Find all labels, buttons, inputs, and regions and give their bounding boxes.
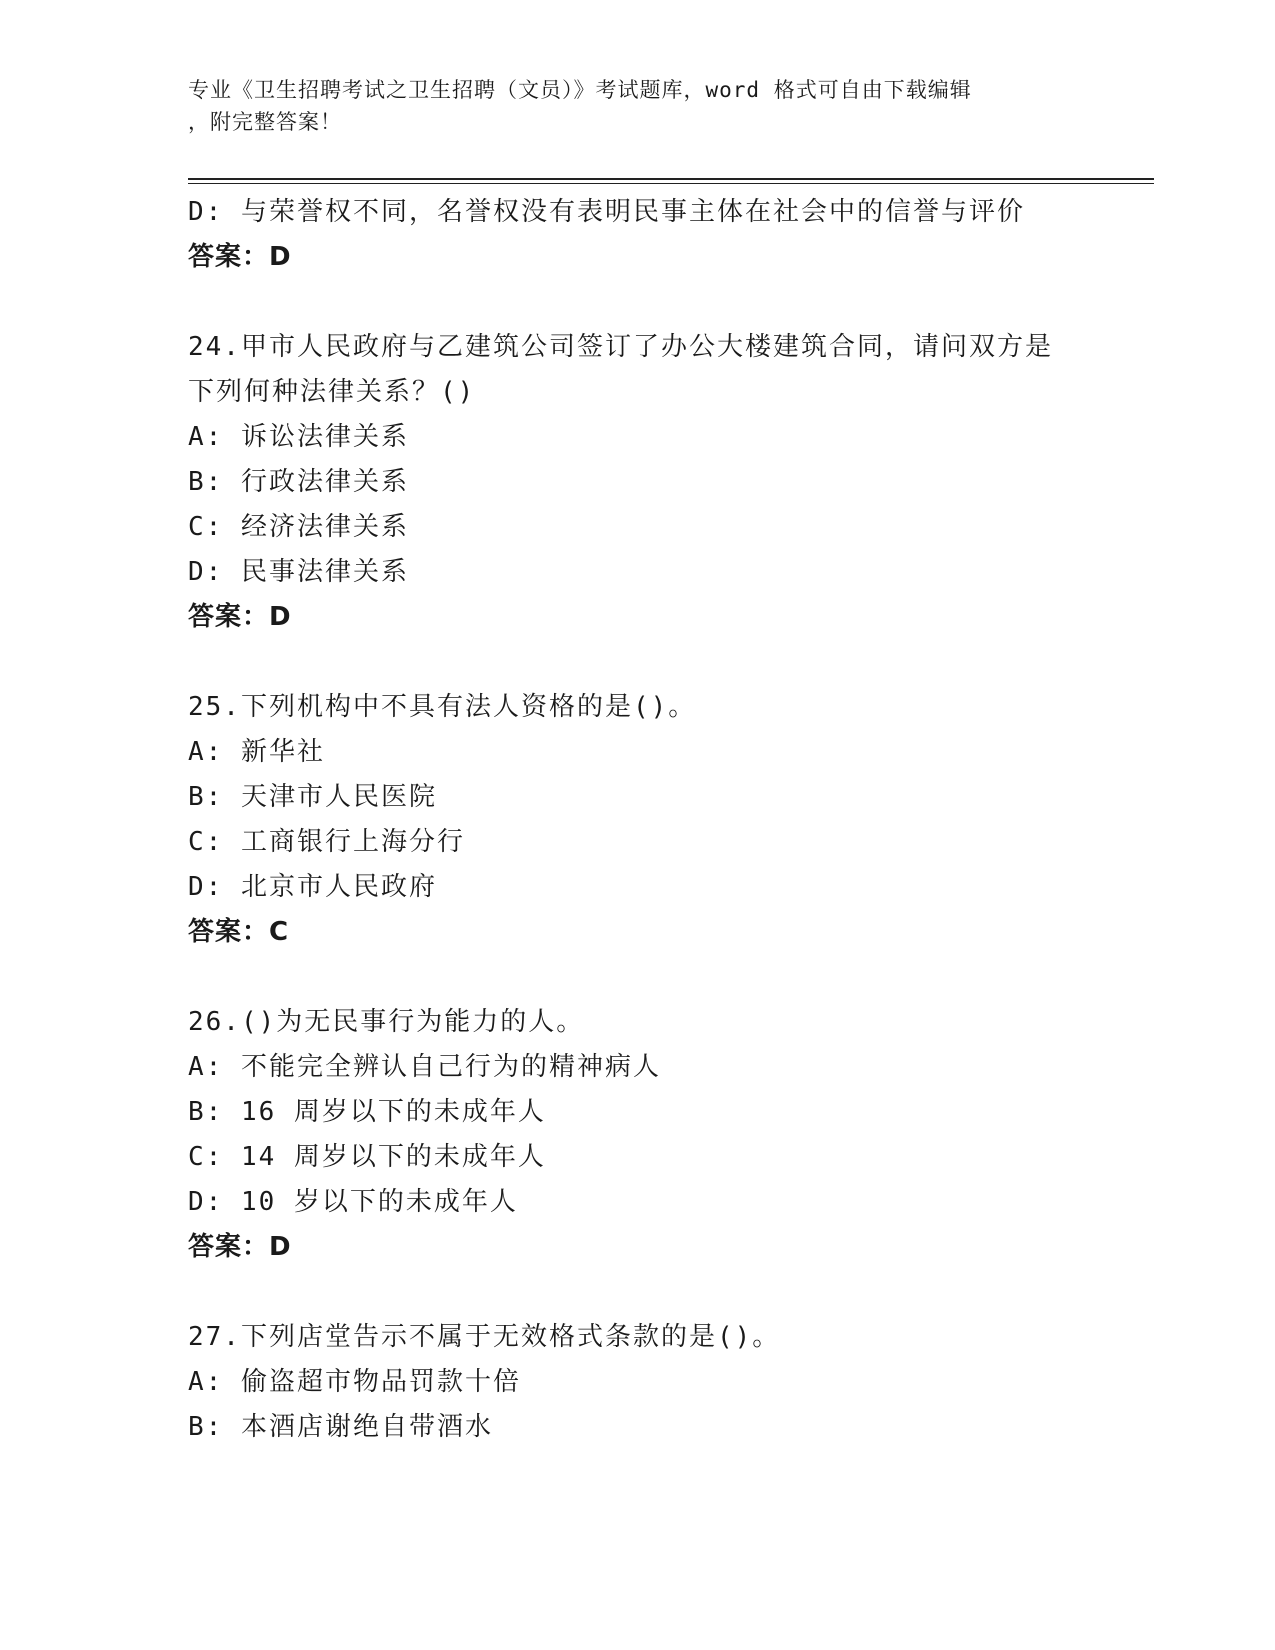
question-stem-line-1: 27.下列店堂告示不属于无效格式条款的是()。 bbox=[188, 1322, 781, 1352]
option-b: B: 本酒店谢绝自带酒水 bbox=[188, 1412, 493, 1442]
spacer bbox=[188, 640, 1108, 685]
header-line-2: ，附完整答案！ bbox=[188, 110, 342, 134]
prev-option-d: D: 与荣誉权不同，名誉权没有表明民事主体在社会中的信誉与评价 bbox=[188, 197, 1025, 227]
question-26 bbox=[188, 1000, 1108, 1270]
answer: 答案：C bbox=[188, 917, 290, 947]
option-c: C: 经济法律关系 bbox=[188, 512, 409, 542]
spacer bbox=[188, 280, 1108, 325]
option-a: A: 诉讼法律关系 bbox=[188, 422, 409, 452]
spacer bbox=[188, 955, 1108, 1000]
option-d: D: 10 岁以下的未成年人 bbox=[188, 1187, 518, 1217]
option-d: D: 北京市人民政府 bbox=[188, 872, 437, 902]
header-divider-thick bbox=[188, 178, 1154, 180]
question-24 bbox=[188, 325, 1108, 640]
spacer bbox=[188, 1270, 1108, 1315]
question-list bbox=[188, 190, 1108, 1450]
option-a: A: 不能完全辨认自己行为的精神病人 bbox=[188, 1052, 661, 1082]
header-line-1: 专业《卫生招聘考试之卫生招聘（文员）》考试题库，word 格式可自由下载编辑 bbox=[188, 78, 972, 102]
option-b: B: 行政法律关系 bbox=[188, 467, 409, 497]
question-stem-line-1: 26.()为无民事行为能力的人。 bbox=[188, 1007, 585, 1037]
prev-answer: 答案：D bbox=[188, 242, 292, 272]
answer: 答案：D bbox=[188, 602, 292, 632]
question-25 bbox=[188, 685, 1108, 955]
header-divider-thin bbox=[188, 183, 1154, 184]
document-header bbox=[188, 74, 1088, 138]
option-c: C: 14 周岁以下的未成年人 bbox=[188, 1142, 546, 1172]
question-27 bbox=[188, 1315, 1108, 1450]
question-stem-line-2: 下列何种法律关系？() bbox=[188, 377, 476, 407]
option-d: D: 民事法律关系 bbox=[188, 557, 409, 587]
option-a: A: 新华社 bbox=[188, 737, 325, 767]
answer: 答案：D bbox=[188, 1232, 292, 1262]
option-b: B: 16 周岁以下的未成年人 bbox=[188, 1097, 546, 1127]
option-c: C: 工商银行上海分行 bbox=[188, 827, 465, 857]
option-a: A: 偷盗超市物品罚款十倍 bbox=[188, 1367, 521, 1397]
question-stem-line-1: 24.甲市人民政府与乙建筑公司签订了办公大楼建筑合同，请问双方是 bbox=[188, 332, 1053, 362]
option-b: B: 天津市人民医院 bbox=[188, 782, 437, 812]
question-stem-line-1: 25.下列机构中不具有法人资格的是()。 bbox=[188, 692, 697, 722]
